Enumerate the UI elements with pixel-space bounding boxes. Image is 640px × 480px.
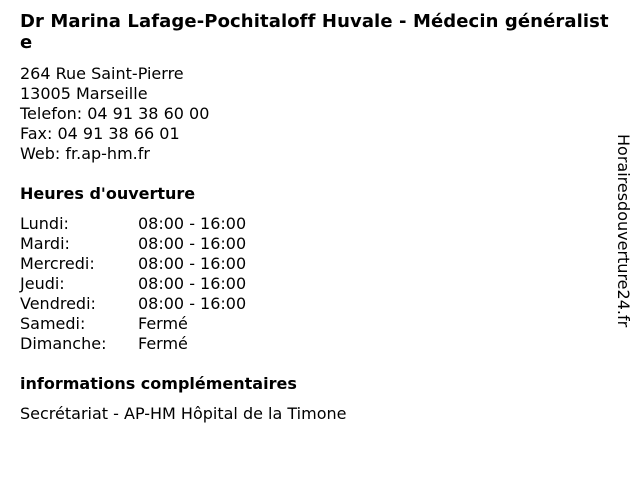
day-label: Mardi: — [20, 234, 70, 253]
website-link[interactable]: fr.ap-hm.fr — [65, 144, 150, 163]
hours-row-friday — [20, 294, 246, 314]
hours-value: 08:00 - 16:00 — [138, 274, 247, 293]
fax-number: Fax: 04 91 38 66 01 — [20, 124, 180, 143]
hours-row-sunday — [20, 334, 246, 354]
hours-value: 08:00 - 16:00 — [138, 214, 247, 233]
hours-value: 08:00 - 16:00 — [138, 254, 247, 273]
hours-row-saturday — [20, 314, 246, 334]
hours-row-thursday — [20, 274, 246, 294]
city-postal-code: 13005 Marseille — [20, 84, 148, 103]
address-block — [20, 64, 209, 164]
phone-number: Telefon: 04 91 38 60 00 — [20, 104, 210, 123]
day-label: Vendredi: — [20, 294, 96, 313]
day-label: Samedi: — [20, 314, 86, 333]
hours-row-tuesday — [20, 234, 246, 254]
site-watermark: Horairesdouverture24.fr — [614, 134, 633, 328]
hours-value: Fermé — [138, 334, 188, 353]
hours-row-monday — [20, 214, 246, 234]
opening-hours-heading: Heures d'ouverture — [20, 184, 196, 203]
page-title: Dr Marina Lafage-Pochitaloff Huvale - Médecin généraliste — [20, 11, 609, 53]
street-address: 264 Rue Saint-Pierre — [20, 64, 184, 83]
additional-info-heading: informations complémentaires — [20, 374, 297, 393]
hours-row-wednesday — [20, 254, 246, 274]
opening-hours-table — [20, 214, 246, 354]
hours-value: 08:00 - 16:00 — [138, 234, 247, 253]
website-label: Web: — [20, 144, 66, 163]
day-label: Dimanche: — [20, 334, 107, 353]
day-label: Mercredi: — [20, 254, 95, 273]
website-row — [20, 144, 209, 164]
additional-info-text: Secrétariat - AP-HM Hôpital de la Timone — [20, 404, 347, 423]
hours-value: 08:00 - 16:00 — [138, 294, 247, 313]
hours-value: Fermé — [138, 314, 188, 333]
day-label: Lundi: — [20, 214, 69, 233]
day-label: Jeudi: — [20, 274, 65, 293]
